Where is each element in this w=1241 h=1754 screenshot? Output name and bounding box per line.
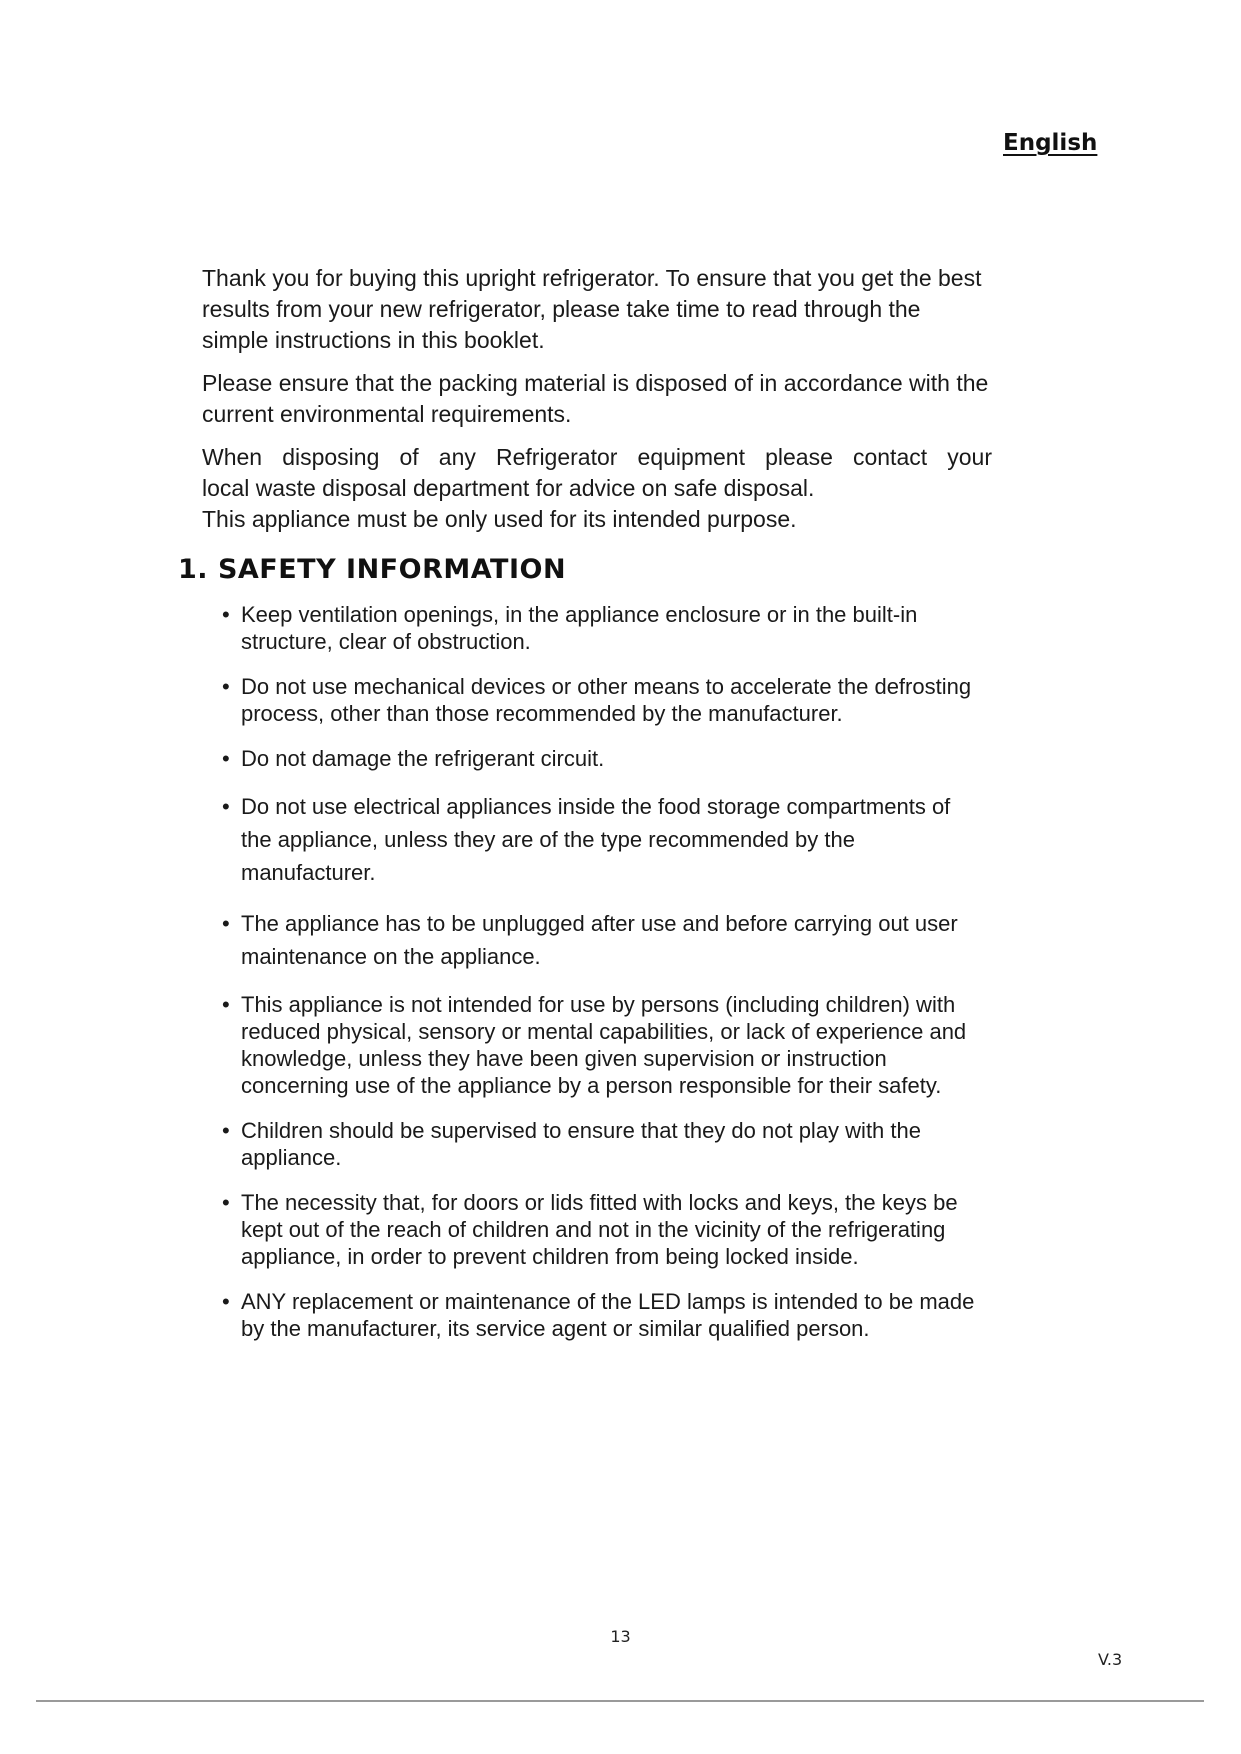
intro-paragraph-purpose: This appliance must be only used for its intended purpose. xyxy=(202,506,797,532)
list-item-text: Do not damage the refrigerant circuit. xyxy=(241,746,605,771)
list-item xyxy=(222,673,982,727)
list-item-text: The appliance has to be unplugged after use and before carrying out user maintenance on the appliance. xyxy=(241,911,958,969)
bullet-icon: • xyxy=(222,992,230,1017)
list-item xyxy=(222,1117,982,1171)
intro-paragraph-thanks: Thank you for buying this upright refrigerator. To ensure that you get the best results from your new refrigerator, please take time to read through the simple instructions in this booklet. xyxy=(202,265,982,353)
disposal-line-1: When disposing of any Refrigerator equipment please contact your xyxy=(202,444,992,470)
section-title-safety: 1. SAFETY INFORMATION xyxy=(178,554,567,585)
bullet-icon: • xyxy=(222,602,230,627)
list-item-text: Do not use electrical appliances inside the food storage compartments of the appliance, unless they are of the type recommended by the manufacturer. xyxy=(241,794,951,885)
bullet-icon: • xyxy=(222,674,230,699)
version-label: V.3 xyxy=(1098,1650,1123,1669)
language-label: English xyxy=(1003,130,1098,156)
list-item xyxy=(222,745,982,772)
list-item-text: ANY replacement or maintenance of the LED lamps is intended to be made by the manufacturer, its service agent or similar qualified person. xyxy=(241,1289,975,1341)
list-item-text: Keep ventilation openings, in the appliance enclosure or in the built-in structure, clear of obstruction. xyxy=(241,602,918,654)
list-item xyxy=(222,1189,982,1270)
list-item xyxy=(222,601,982,655)
list-item xyxy=(222,907,982,973)
bullet-icon: • xyxy=(222,1289,230,1314)
footer-divider xyxy=(36,1700,1204,1702)
intro-paragraph-disposal xyxy=(202,442,992,504)
list-item xyxy=(222,790,982,889)
list-item-text: This appliance is not intended for use by persons (including children) with reduced physical, sensory or mental capabilities, or lack of experience and knowledge, unless they have been given supervision or instruction concerning use of the appliance by a person responsible for their safety. xyxy=(241,992,967,1098)
bullet-icon: • xyxy=(222,1190,230,1215)
list-item xyxy=(222,991,982,1099)
bullet-icon: • xyxy=(222,911,230,936)
list-item-text: Do not use mechanical devices or other means to accelerate the defrosting process, other than those recommended by the manufacturer. xyxy=(241,674,972,726)
page-number: 13 xyxy=(610,1627,631,1646)
bullet-icon: • xyxy=(222,746,230,771)
safety-list xyxy=(222,601,982,1360)
list-item-text: Children should be supervised to ensure that they do not play with the appliance. xyxy=(241,1118,921,1170)
bullet-icon: • xyxy=(222,794,230,819)
intro-paragraph-packing: Please ensure that the packing material is disposed of in accordance with the current environmental requirements. xyxy=(202,370,989,427)
intro-section xyxy=(202,263,992,535)
bullet-icon: • xyxy=(222,1118,230,1143)
disposal-line-2: local waste disposal department for advice on safe disposal. xyxy=(202,475,815,501)
list-item xyxy=(222,1288,982,1342)
list-item-text: The necessity that, for doors or lids fitted with locks and keys, the keys be kept out of the reach of children and not in the vicinity of the refrigerating appliance, in order to prevent children from being locked inside. xyxy=(241,1190,958,1269)
